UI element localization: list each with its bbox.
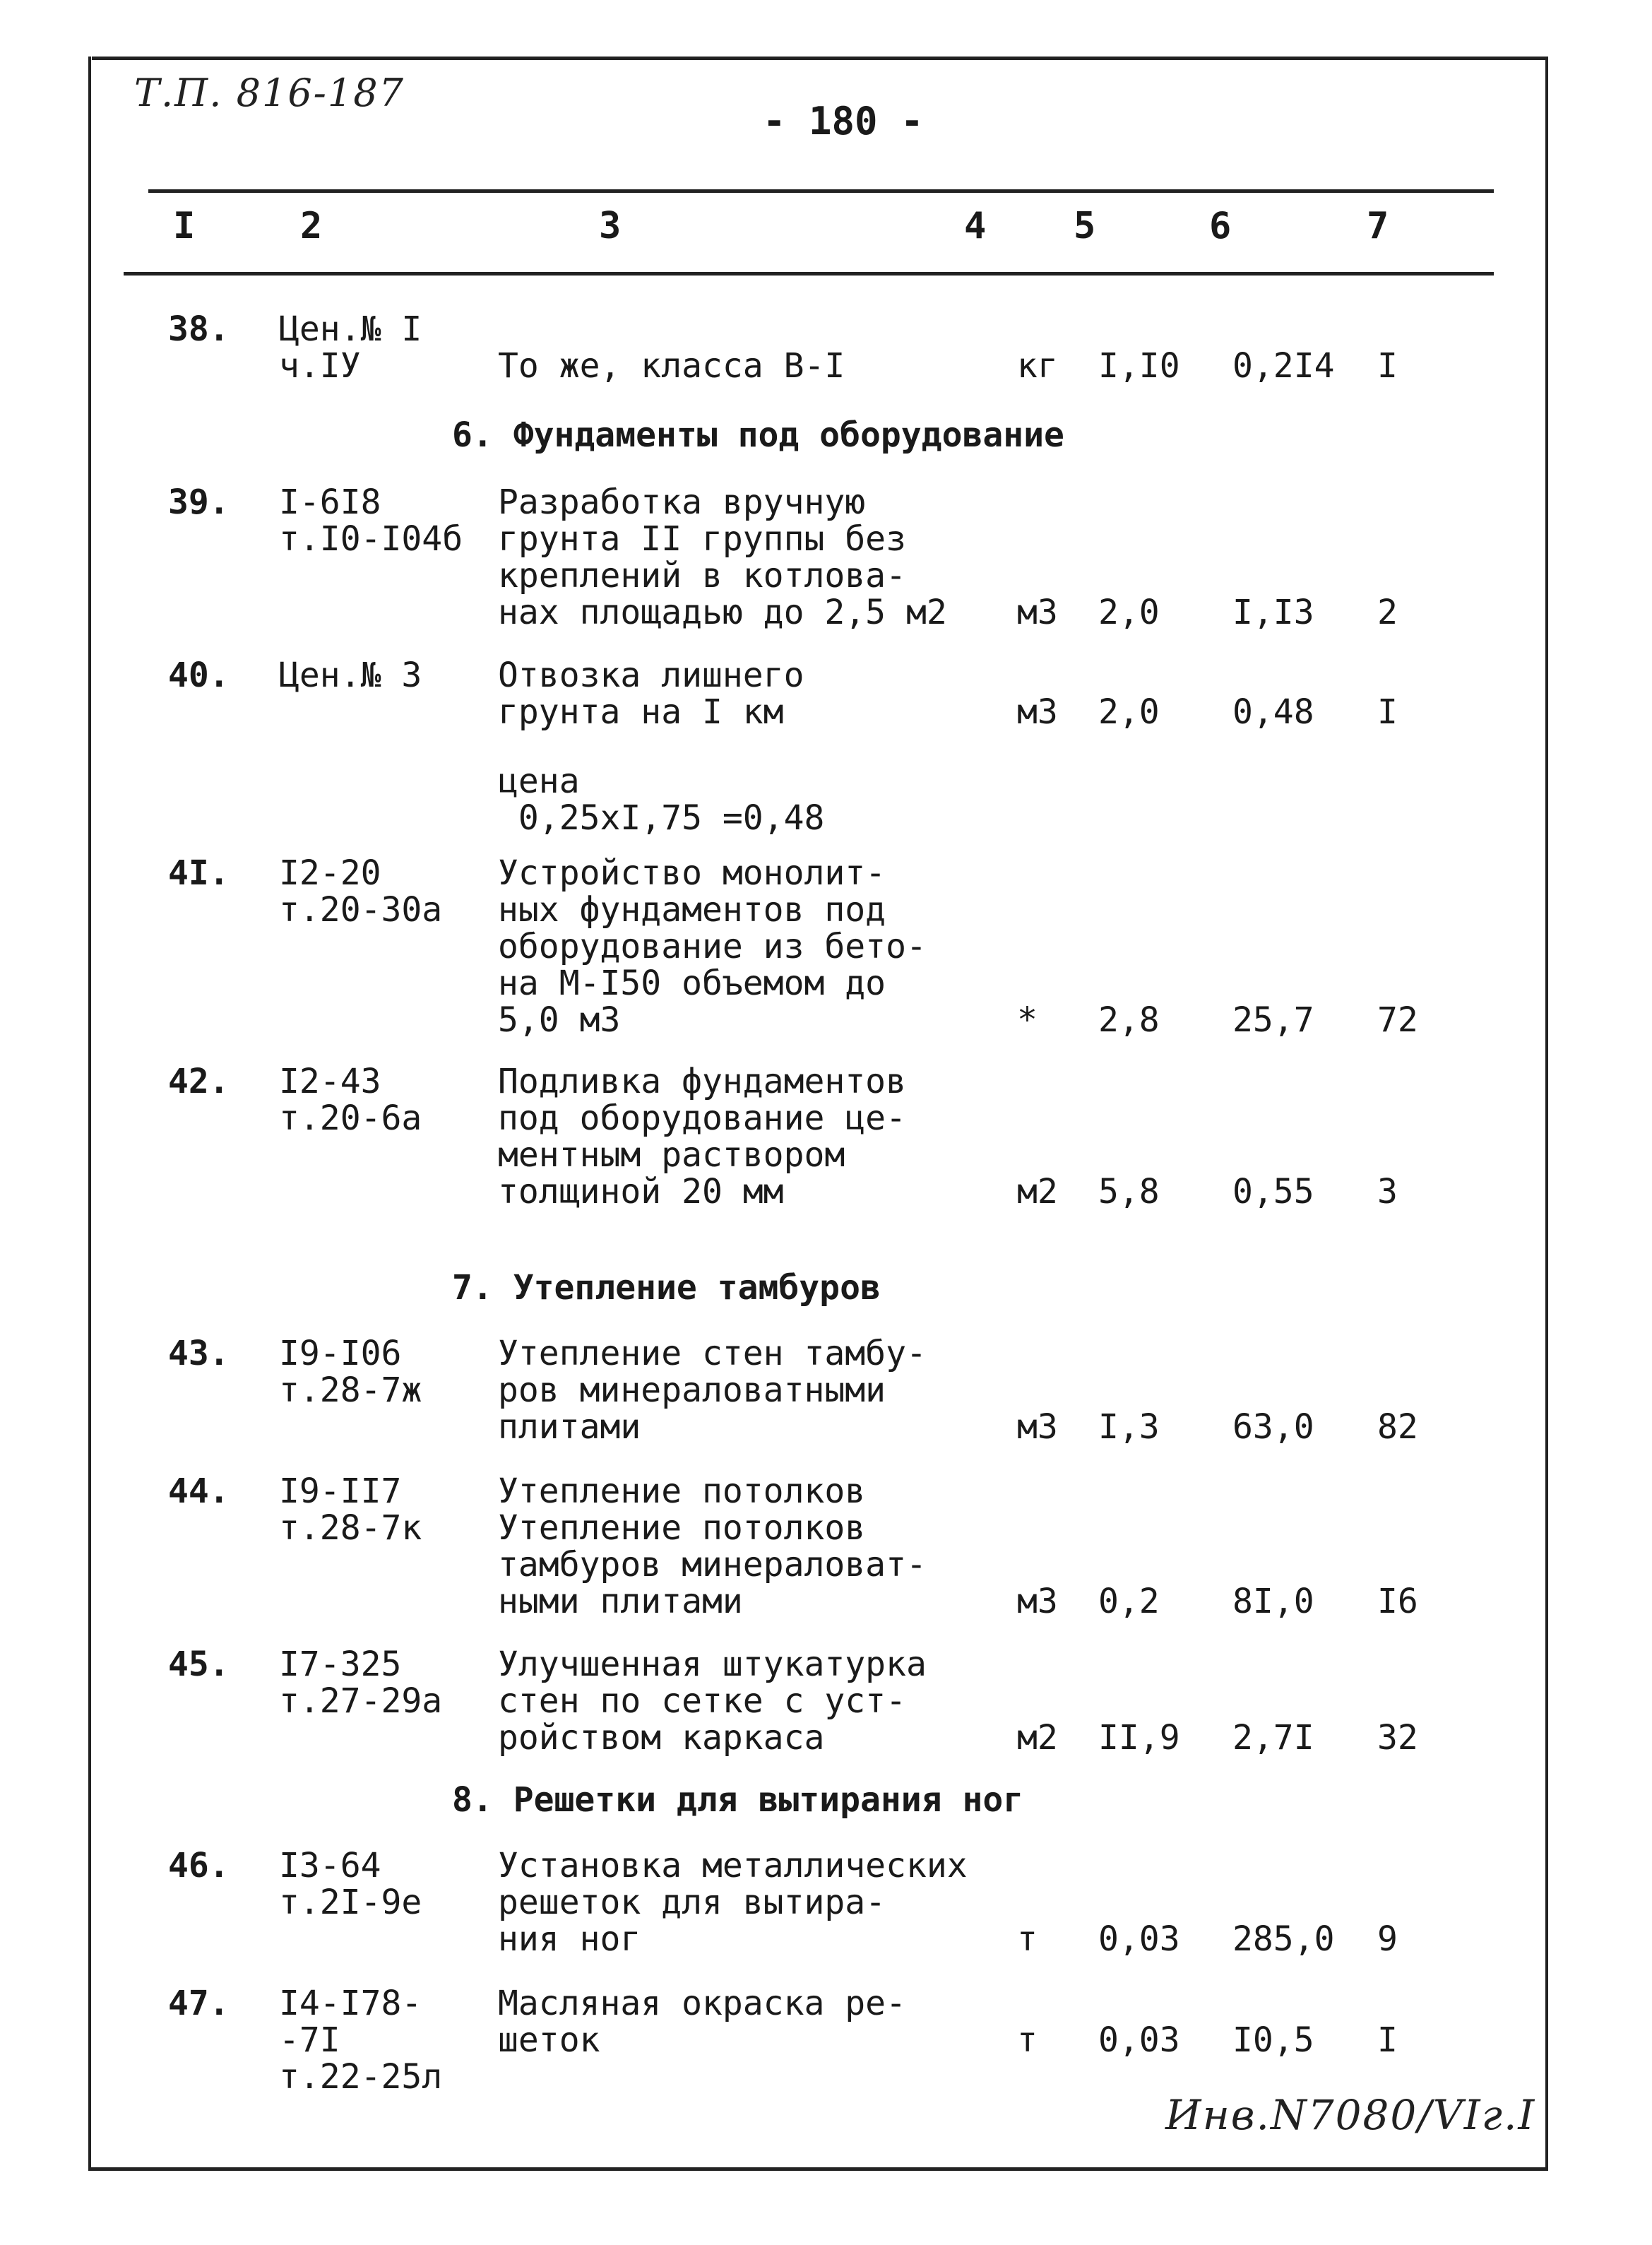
row-code: I4-I78- -7I т.22-25л xyxy=(279,1984,443,2097)
row-description: Утепление потолков Утепление потолков тамбуров минераловат- ными плитами xyxy=(498,1471,927,1621)
row-number: 42. xyxy=(168,1062,230,1101)
row-price: 2,7I xyxy=(1232,1718,1314,1758)
row-number: 39. xyxy=(168,482,230,522)
row-code: I9-I06 т.28-7ж xyxy=(279,1334,422,1410)
row-number: 38. xyxy=(168,309,230,349)
frame-left xyxy=(88,57,91,2169)
row-description: Утепление стен тамбу- ров минераловатными плитами xyxy=(498,1334,927,1447)
row-total: 3 xyxy=(1377,1172,1398,1212)
row-total: I xyxy=(1377,692,1398,732)
frame-right xyxy=(1545,57,1548,2169)
row-price: 0,55 xyxy=(1232,1172,1314,1212)
row-quantity: 0,03 xyxy=(1098,1919,1180,1959)
row-price: 63,0 xyxy=(1232,1407,1314,1447)
row-price: I0,5 xyxy=(1232,2020,1314,2060)
row-quantity: 2,0 xyxy=(1098,692,1160,732)
row-description: Разработка вручную грунта II группы без креплений в котлова- нах площадью до 2,5 м2 xyxy=(498,482,947,632)
row-number: 40. xyxy=(168,656,230,695)
row-unit: * xyxy=(1017,1000,1038,1040)
row-code: I-6I8 т.I0-I04б xyxy=(279,482,463,559)
row-unit: т xyxy=(1017,1919,1038,1959)
row-unit: т xyxy=(1017,2020,1038,2060)
doc-code: Т.П. 816-187 xyxy=(134,71,405,115)
row-code: I2-20 т.20-30а xyxy=(279,853,443,930)
row-unit: м3 xyxy=(1017,692,1058,732)
row-code: I7-325 т.27-29а xyxy=(279,1645,443,1721)
row-quantity: I,3 xyxy=(1098,1407,1160,1447)
col-header-2: 2 xyxy=(300,205,323,247)
col-header-4: 4 xyxy=(964,205,987,247)
row-description: Отвозка лишнего грунта на I км xyxy=(498,656,804,732)
col-header-7: 7 xyxy=(1367,205,1389,247)
frame-bottom xyxy=(88,2167,1548,2171)
row-quantity: 5,8 xyxy=(1098,1172,1160,1212)
row-code: Цен.№ 3 xyxy=(279,656,422,695)
row-price: 285,0 xyxy=(1232,1919,1335,1959)
row-price: 0,48 xyxy=(1232,692,1314,732)
row-total: I xyxy=(1377,346,1398,386)
row-price: 0,2I4 xyxy=(1232,346,1335,386)
row-description: То же, класса В-I xyxy=(498,346,845,386)
row-unit: м3 xyxy=(1017,1582,1058,1621)
row-total: I6 xyxy=(1377,1582,1418,1621)
row-description: Масляная окраска ре- шеток xyxy=(498,1984,906,2060)
section-heading: 8. Решетки для вытирания ног xyxy=(452,1780,1024,1820)
header-rule-top xyxy=(148,189,1494,193)
row-code: I3-64 т.2I-9е xyxy=(279,1846,422,1922)
row-total: 9 xyxy=(1377,1919,1398,1959)
col-header-1: I xyxy=(173,205,196,247)
row-total: 32 xyxy=(1377,1718,1418,1758)
row-total: I xyxy=(1377,2020,1398,2060)
row-total: 82 xyxy=(1377,1407,1418,1447)
section-heading: 6. Фундаменты под оборудование xyxy=(452,415,1064,455)
col-header-5: 5 xyxy=(1074,205,1096,247)
row-quantity: 0,03 xyxy=(1098,2020,1180,2060)
row-unit: кг xyxy=(1017,346,1058,386)
row-unit: м3 xyxy=(1017,593,1058,632)
col-header-6: 6 xyxy=(1209,205,1232,247)
row-unit: м3 xyxy=(1017,1407,1058,1447)
price-note: цена 0,25хI,75 =0,48 xyxy=(498,762,825,838)
row-quantity: 0,2 xyxy=(1098,1582,1160,1621)
col-header-3: 3 xyxy=(599,205,622,247)
page-number: - 180 - xyxy=(763,99,924,143)
row-quantity: II,9 xyxy=(1098,1718,1180,1758)
row-number: 4I. xyxy=(168,853,230,893)
row-number: 44. xyxy=(168,1471,230,1511)
row-quantity: 2,0 xyxy=(1098,593,1160,632)
frame-top xyxy=(92,57,1547,60)
row-number: 45. xyxy=(168,1645,230,1684)
row-description: Установка металлических решеток для вытира- ния ног xyxy=(498,1846,968,1959)
row-number: 43. xyxy=(168,1334,230,1373)
row-description: Улучшенная штукатурка стен по сетке с уст- ройством каркаса xyxy=(498,1645,927,1758)
row-price: I,I3 xyxy=(1232,593,1314,632)
row-price: 25,7 xyxy=(1232,1000,1314,1040)
row-number: 46. xyxy=(168,1846,230,1885)
row-quantity: 2,8 xyxy=(1098,1000,1160,1040)
row-number: 47. xyxy=(168,1984,230,2023)
header-rule-bottom xyxy=(124,272,1494,276)
row-total: 72 xyxy=(1377,1000,1418,1040)
row-code: I2-43 т.20-6а xyxy=(279,1062,422,1138)
inventory-number: Инв.N7080/VIг.I xyxy=(1165,2091,1536,2139)
section-heading: 7. Утепление тамбуров xyxy=(452,1268,881,1308)
row-description: Подливка фундаментов под оборудование це- ментным раствором толщиной 20 мм xyxy=(498,1062,906,1212)
row-unit: м2 xyxy=(1017,1718,1058,1758)
row-code: I9-II7 т.28-7к xyxy=(279,1471,422,1548)
row-quantity: I,I0 xyxy=(1098,346,1180,386)
row-description: Устройство монолит- ных фундаментов под оборудование из бето- на М-I50 объемом до 5,0 м3 xyxy=(498,853,927,1040)
row-price: 8I,0 xyxy=(1232,1582,1314,1621)
row-code: Цен.№ I ч.IУ xyxy=(279,309,422,386)
row-total: 2 xyxy=(1377,593,1398,632)
row-unit: м2 xyxy=(1017,1172,1058,1212)
